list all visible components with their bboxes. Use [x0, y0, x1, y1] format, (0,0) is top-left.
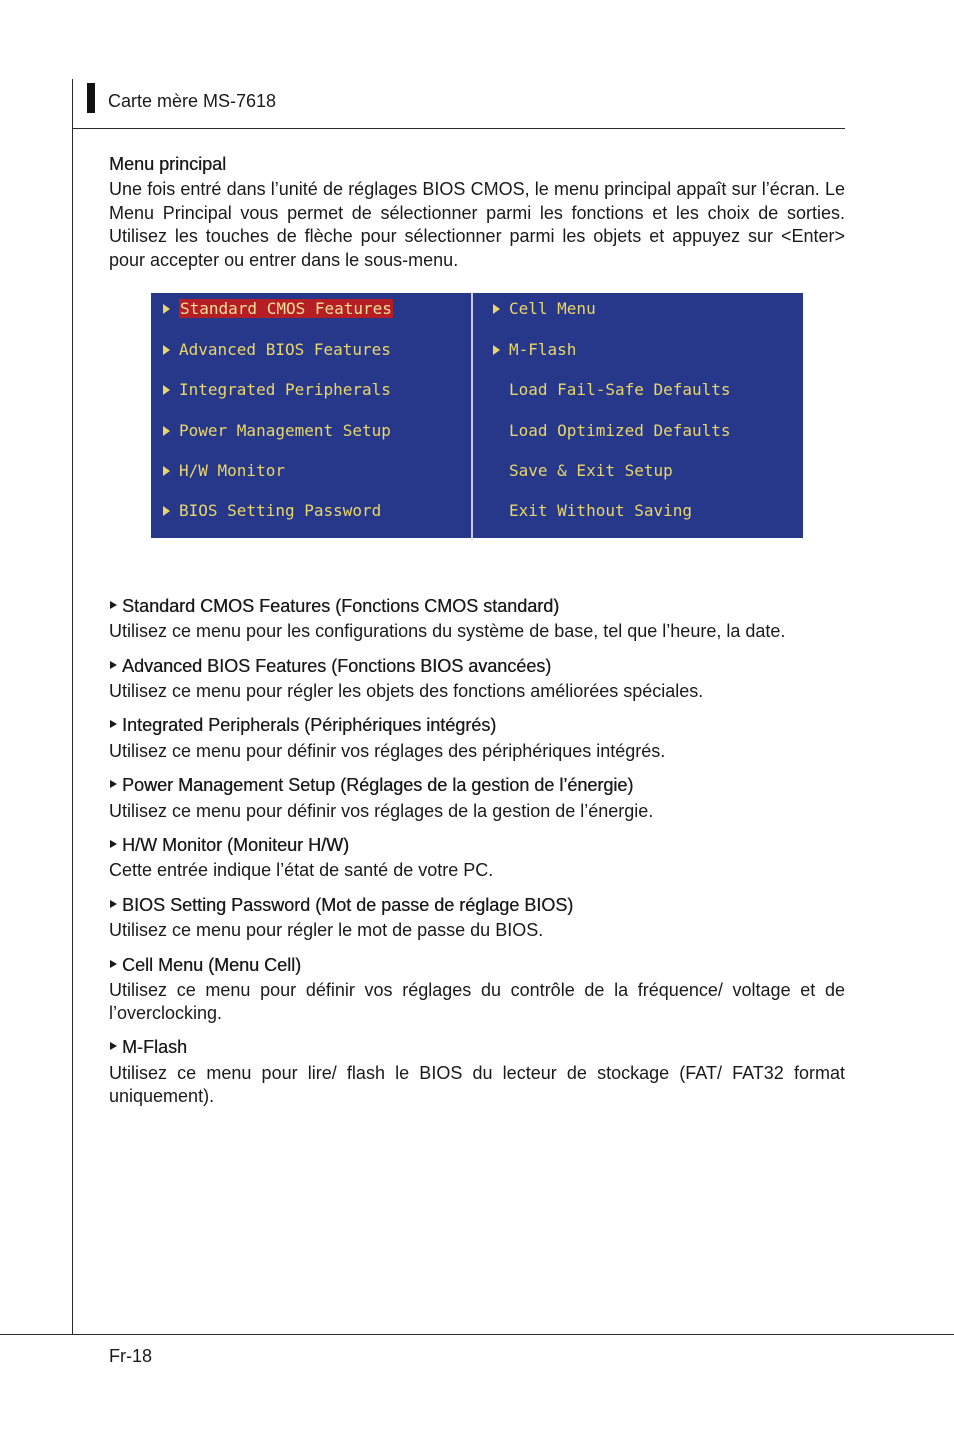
bullet-triangle-icon	[110, 661, 117, 669]
bios-item-standard-cmos: Standard CMOS Features	[163, 298, 393, 320]
entry-description: Utilisez ce menu pour les configurations du système de base, tel que l’heure, la date.	[109, 621, 786, 641]
entry-description: Utilisez ce menu pour définir vos réglages de la gestion de l’énergie.	[109, 801, 654, 821]
bios-arrow-icon	[493, 304, 500, 314]
entry-title: BIOS Setting Password (Mot de passe de réglage BIOS)	[110, 894, 573, 916]
bios-column-divider	[471, 293, 473, 538]
header-rule	[72, 128, 845, 129]
bios-arrow-icon	[163, 345, 170, 355]
bios-item-m-flash: M-Flash	[493, 339, 576, 361]
bullet-triangle-icon	[110, 601, 117, 609]
entry-title: Advanced BIOS Features (Fonctions BIOS avancées)	[110, 655, 551, 677]
entry-description: Utilisez ce menu pour lire/ flash le BIOS du lecteur de stockage (FAT/ FAT32 format uniquement).	[109, 1063, 845, 1106]
entry-description: Cette entrée indique l’état de santé de votre PC.	[109, 860, 494, 880]
bios-item-load-failsafe: Load Fail-Safe Defaults	[509, 380, 731, 399]
section-title: Menu principal	[109, 154, 227, 174]
entry-description: Utilisez ce menu pour définir vos réglages du contrôle de la fréquence/ voltage et de l’overclocking.	[109, 980, 845, 1023]
bios-item-exit-without-saving: Exit Without Saving	[509, 501, 693, 520]
entry-title: Integrated Peripherals (Périphériques intégrés)	[110, 714, 496, 736]
entry-title: Cell Menu (Menu Cell)	[110, 954, 301, 976]
footer-rule	[0, 1334, 954, 1335]
entry-description: Utilisez ce menu pour régler le mot de passe du BIOS.	[109, 920, 544, 940]
bullet-triangle-icon	[110, 1042, 117, 1050]
header-tab-marker	[87, 83, 95, 113]
entry-title: Power Management Setup (Réglages de la gestion de l’énergie)	[110, 774, 633, 796]
bios-item-bios-password: BIOS Setting Password	[163, 500, 381, 522]
entry-description: Utilisez ce menu pour régler les objets des fonctions améliorées spéciales.	[109, 681, 704, 701]
bios-item-hw-monitor: H/W Monitor	[163, 460, 285, 482]
intro-paragraph: Une fois entré dans l’unité de réglages BIOS CMOS, le menu principal appaît sur l’écran. Le Menu Principal vous permet de sélectionner parmi les fonctions et les choix de sorties. Utilisez les touches de flèche pour sélectionner parmi les objets et appuyez sur <Enter> pour accepter ou entrer dans le sous-menu.	[109, 179, 845, 270]
entry-title: M-Flash	[110, 1036, 187, 1058]
page-number: Fr-18	[109, 1346, 153, 1366]
entry-description: Utilisez ce menu pour définir vos réglages des périphériques intégrés.	[109, 741, 666, 761]
header-title: Carte mère MS-7618	[108, 91, 277, 111]
bios-arrow-icon	[163, 304, 170, 314]
bios-item-integrated-peripherals: Integrated Peripherals	[163, 379, 391, 401]
entry-title: H/W Monitor (Moniteur H/W)	[110, 834, 349, 856]
bios-item-power-management: Power Management Setup	[163, 420, 391, 442]
bios-arrow-icon	[163, 426, 170, 436]
bios-main-menu-screenshot	[151, 293, 803, 538]
bios-arrow-icon	[163, 506, 170, 516]
bullet-triangle-icon	[110, 960, 117, 968]
left-rule	[72, 79, 73, 1335]
bios-arrow-icon	[493, 345, 500, 355]
bullet-triangle-icon	[110, 900, 117, 908]
bios-item-load-optimized: Load Optimized Defaults	[509, 421, 731, 440]
bios-item-save-exit: Save & Exit Setup	[509, 461, 673, 480]
bullet-triangle-icon	[110, 720, 117, 728]
bios-item-advanced-bios: Advanced BIOS Features	[163, 339, 391, 361]
bios-arrow-icon	[163, 466, 170, 476]
bios-item-cell-menu: Cell Menu	[493, 298, 596, 320]
bullet-triangle-icon	[110, 840, 117, 848]
bios-arrow-icon	[163, 385, 170, 395]
entry-title: Standard CMOS Features (Fonctions CMOS standard)	[110, 595, 559, 617]
bullet-triangle-icon	[110, 780, 117, 788]
